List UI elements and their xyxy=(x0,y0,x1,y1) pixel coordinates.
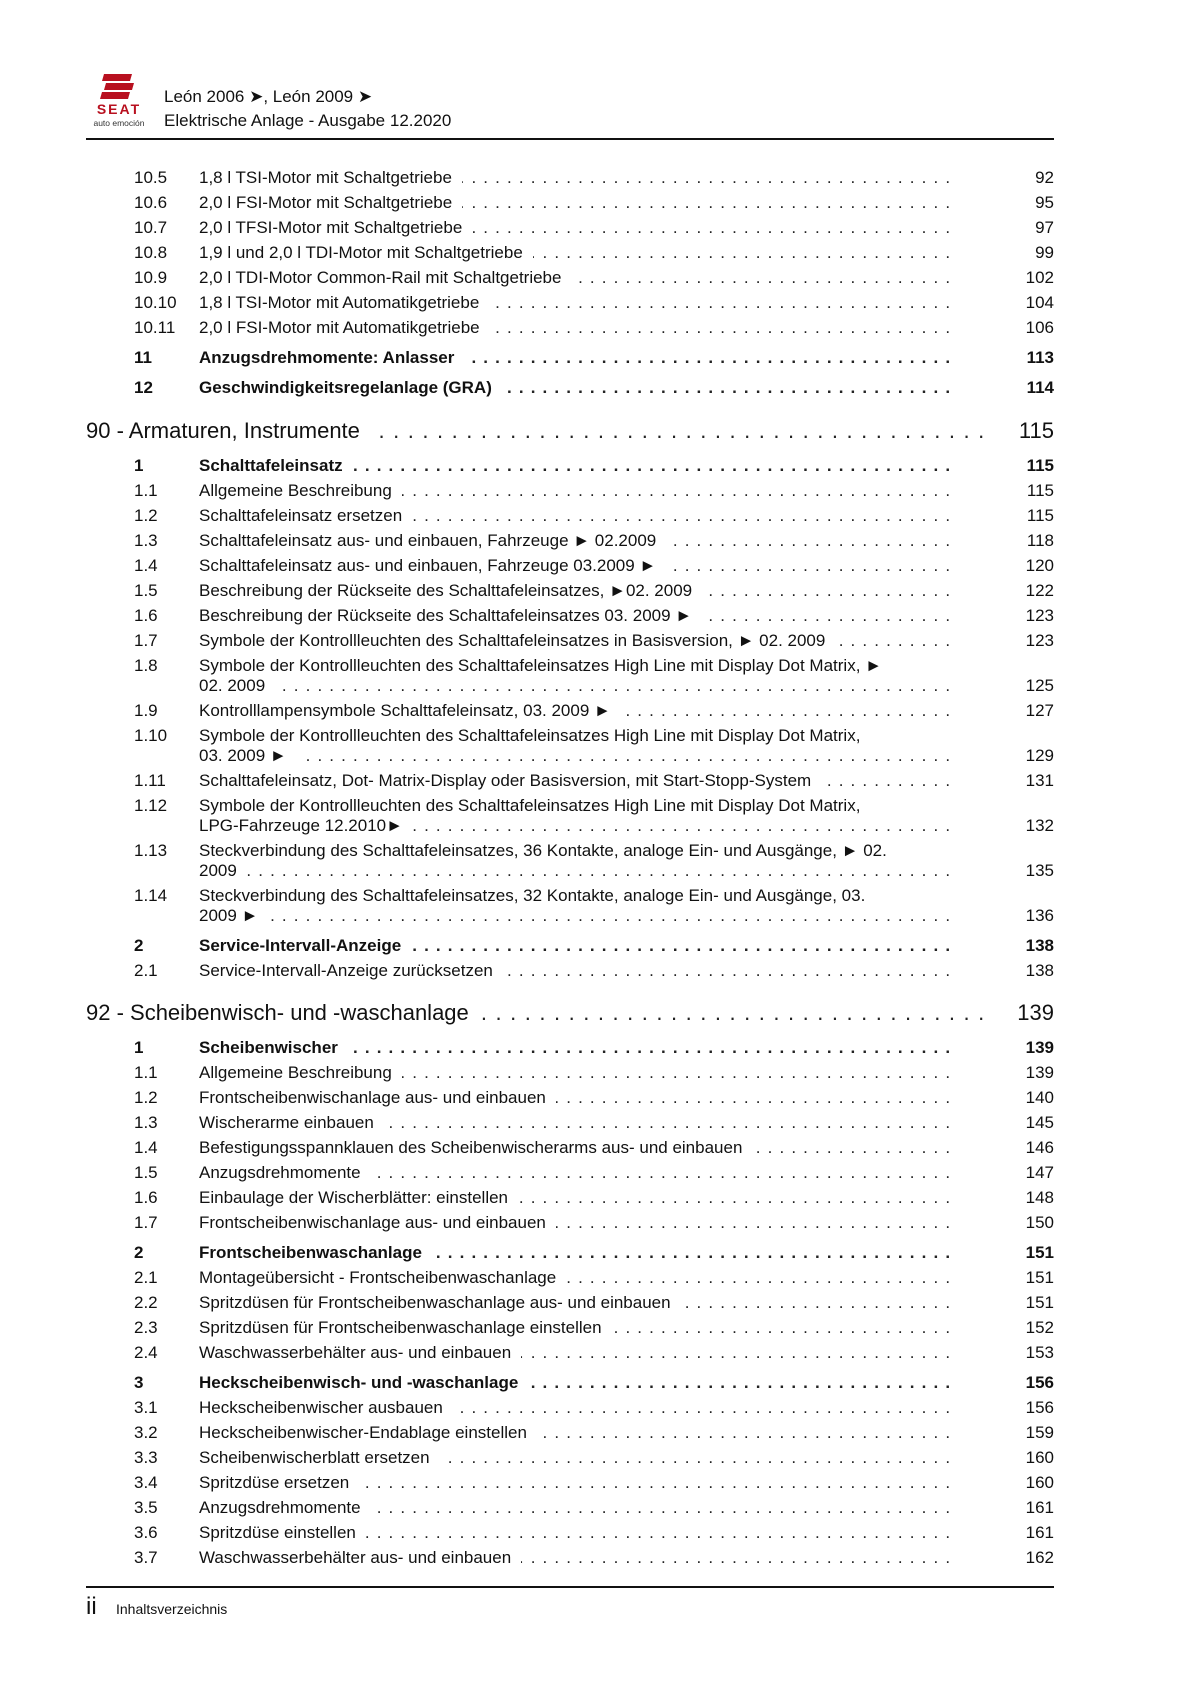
entry-page: 123 xyxy=(1025,606,1054,625)
entry-title: Waschwasserbehälter aus- und einbauen xyxy=(199,1343,521,1362)
entry-title: Heckscheibenwischer-Endablage einstellen xyxy=(199,1423,537,1442)
entry-number: 1.6 xyxy=(134,1188,158,1207)
entry-page: 138 xyxy=(1025,961,1054,980)
chapter-title: 90 - Armaturen, Instrumente xyxy=(86,418,370,443)
seat-logo-icon xyxy=(100,72,136,102)
entry-title: Scheibenwischer xyxy=(199,1038,348,1057)
entry-number: 10.5 xyxy=(134,168,168,187)
entry-title: Schalttafeleinsatz ersetzen xyxy=(199,506,412,525)
entry-number: 10.8 xyxy=(134,243,168,262)
entry-title: Schalttafeleinsatz xyxy=(199,456,353,475)
entry-page: 156 xyxy=(1025,1398,1054,1417)
entry-title: 2,0 l TDI-Motor Common-Rail mit Schaltgetriebe xyxy=(199,268,571,287)
entry-title: Schalttafeleinsatz aus- und einbauen, Fahrzeuge ► 02.2009 xyxy=(199,531,666,550)
entry-number: 2.1 xyxy=(134,961,158,980)
entry-page: 104 xyxy=(1025,293,1054,312)
seat-logo xyxy=(86,72,152,128)
entry-title-line2: 03. 2009 ► xyxy=(199,746,297,765)
entry-page: 115 xyxy=(1026,481,1054,500)
entry-page: 151 xyxy=(1025,1293,1054,1312)
entry-number: 2.1 xyxy=(134,1268,158,1287)
entry-number: 3.3 xyxy=(134,1448,158,1467)
entry-page: 113 xyxy=(1026,348,1054,367)
entry-title: Anzugsdrehmomente xyxy=(199,1163,371,1182)
entry-page: 161 xyxy=(1025,1498,1054,1517)
entry-title: Spritzdüse ersetzen xyxy=(199,1473,359,1492)
chapter-page: 139 xyxy=(1017,1000,1054,1025)
entry-title: 2,0 l FSI-Motor mit Automatikgetriebe xyxy=(199,318,490,337)
entry-title: Frontscheibenwischanlage aus- und einbauen xyxy=(199,1213,556,1232)
chapter-page: 115 xyxy=(1018,418,1054,443)
entry-number: 10.9 xyxy=(134,268,168,287)
entry-page: 138 xyxy=(1025,936,1054,955)
entry-page: 147 xyxy=(1025,1163,1054,1182)
entry-title: Scheibenwischerblatt ersetzen xyxy=(199,1448,440,1467)
entry-page: 97 xyxy=(1035,218,1054,237)
entry-page: 152 xyxy=(1025,1318,1054,1337)
entry-number: 1.4 xyxy=(134,556,158,575)
entry-title: Montageübersicht - Frontscheibenwaschanlage xyxy=(199,1268,566,1287)
entry-title-line1: Symbole der Kontrollleuchten des Schalttafeleinsatzes High Line mit Display Dot Matrix, ► xyxy=(199,656,949,676)
entry-page: 115 xyxy=(1026,506,1054,525)
entry-number: 1.9 xyxy=(134,701,158,720)
entry-number: 1.1 xyxy=(134,1063,158,1082)
entry-title: 2,0 l FSI-Motor mit Schaltgetriebe xyxy=(199,193,462,212)
entry-title: 1,8 l TSI-Motor mit Automatikgetriebe xyxy=(199,293,489,312)
entry-title: 2,0 l TFSI-Motor mit Schaltgetriebe xyxy=(199,218,472,237)
chapter-title: 92 - Scheibenwisch- und -waschanlage xyxy=(86,1000,479,1025)
entry-number: 12 xyxy=(134,378,153,397)
entry-title-line1: Steckverbindung des Schalttafeleinsatzes, 32 Kontakte, analoge Ein- und Ausgänge, 03. xyxy=(199,886,949,906)
entry-title: Allgemeine Beschreibung xyxy=(199,1063,402,1082)
document-title: León 2006 ➤, León 2009 ➤ xyxy=(164,87,373,106)
entry-number: 1.14 xyxy=(134,886,168,905)
entry-title-line1: Steckverbindung des Schalttafeleinsatzes, 36 Kontakte, analoge Ein- und Ausgänge, ► 02. xyxy=(199,841,949,861)
entry-number: 10.6 xyxy=(134,193,168,212)
entry-number: 3.4 xyxy=(134,1473,158,1492)
brand-name: SEAT xyxy=(96,101,142,117)
entry-title: Anzugsdrehmomente: Anlasser xyxy=(199,348,464,367)
entry-title: Heckscheibenwischer ausbauen xyxy=(199,1398,453,1417)
entry-title: Heckscheibenwisch- und -waschanlage xyxy=(199,1373,528,1392)
header-divider xyxy=(86,138,1054,140)
entry-number: 1.7 xyxy=(134,631,158,650)
entry-page: 151 xyxy=(1025,1243,1054,1262)
entry-title: Schalttafeleinsatz, Dot- Matrix-Display oder Basisversion, mit Start-Stopp-System xyxy=(199,771,821,790)
entry-number: 3.7 xyxy=(134,1548,158,1567)
entry-number: 1.3 xyxy=(134,531,158,550)
entry-title: Befestigungsspannklauen des Scheibenwischerarms aus- und einbauen xyxy=(199,1138,752,1157)
entry-title: Geschwindigkeitsregelanlage (GRA) xyxy=(199,378,502,397)
entry-number: 1.2 xyxy=(134,506,158,525)
entry-page: 122 xyxy=(1025,581,1054,600)
entry-page: 120 xyxy=(1025,556,1054,575)
entry-title: Einbaulage der Wischerblätter: einstellen xyxy=(199,1188,518,1207)
entry-number: 10.10 xyxy=(134,293,177,312)
entry-number: 1.12 xyxy=(134,796,168,815)
entry-page: 160 xyxy=(1025,1448,1054,1467)
entry-number: 3.2 xyxy=(134,1423,158,1442)
entry-number: 1.1 xyxy=(134,481,158,500)
entry-page: 125 xyxy=(1025,676,1054,695)
entry-page: 145 xyxy=(1025,1113,1054,1132)
entry-page: 139 xyxy=(1025,1063,1054,1082)
entry-title: Spritzdüsen für Frontscheibenwaschanlage aus- und einbauen xyxy=(199,1293,681,1312)
entry-title: Symbole der Kontrollleuchten des Schalttafeleinsatzes in Basisversion, ► 02. 2009 xyxy=(199,631,835,650)
entry-title: Beschreibung der Rückseite des Schalttafeleinsatzes 03. 2009 ► xyxy=(199,606,702,625)
page-header xyxy=(86,62,1138,138)
footer-divider xyxy=(86,1586,1054,1588)
entry-number: 1.11 xyxy=(134,771,166,790)
entry-number: 2.3 xyxy=(134,1318,158,1337)
entry-number: 1.6 xyxy=(134,606,158,625)
entry-title-line2: 02. 2009 xyxy=(199,676,275,695)
entry-page: 161 xyxy=(1025,1523,1054,1542)
entry-number: 2 xyxy=(134,936,144,955)
entry-title-line2: LPG-Fahrzeuge 12.2010► xyxy=(199,816,413,835)
entry-number: 1.4 xyxy=(134,1138,158,1157)
entry-page: 99 xyxy=(1035,243,1054,262)
entry-page: 102 xyxy=(1025,268,1054,287)
entry-number: 2.2 xyxy=(134,1293,158,1312)
footer-page-number: ii xyxy=(86,1593,97,1620)
entry-page: 135 xyxy=(1025,861,1054,880)
entry-number: 11 xyxy=(134,348,152,367)
entry-page: 129 xyxy=(1025,746,1054,765)
entry-title: Wischerarme einbauen xyxy=(199,1113,384,1132)
entry-number: 1.8 xyxy=(134,656,158,675)
entry-title: Allgemeine Beschreibung xyxy=(199,481,402,500)
entry-page: 123 xyxy=(1025,631,1054,650)
entry-number: 1 xyxy=(134,456,144,475)
entry-page: 153 xyxy=(1025,1343,1054,1362)
entry-number: 1.7 xyxy=(134,1213,158,1232)
entry-title: Anzugsdrehmomente xyxy=(199,1498,371,1517)
entry-title: Service-Intervall-Anzeige zurücksetzen xyxy=(199,961,503,980)
entry-number: 1.3 xyxy=(134,1113,158,1132)
entry-page: 148 xyxy=(1025,1188,1054,1207)
entry-number: 3.6 xyxy=(134,1523,158,1542)
entry-page: 132 xyxy=(1025,816,1054,835)
entry-page: 95 xyxy=(1035,193,1054,212)
entry-title: Spritzdüsen für Frontscheibenwaschanlage einstellen xyxy=(199,1318,612,1337)
entry-page: 115 xyxy=(1026,456,1054,475)
entry-number: 10.11 xyxy=(134,318,176,337)
entry-page: 92 xyxy=(1035,168,1054,187)
entry-page: 136 xyxy=(1025,906,1054,925)
entry-title: 1,9 l und 2,0 l TDI-Motor mit Schaltgetriebe xyxy=(199,243,533,262)
entry-page: 162 xyxy=(1025,1548,1054,1567)
entry-number: 10.7 xyxy=(134,218,168,237)
entry-title: Beschreibung der Rückseite des Schalttafeleinsatzes, ►02. 2009 xyxy=(199,581,702,600)
entry-number: 1.5 xyxy=(134,581,158,600)
entry-page: 127 xyxy=(1025,701,1054,720)
entry-title: Spritzdüse einstellen xyxy=(199,1523,366,1542)
footer-label: Inhaltsverzeichnis xyxy=(116,1601,228,1617)
entry-page: 131 xyxy=(1025,771,1054,790)
entry-number: 3.1 xyxy=(134,1398,158,1417)
entry-title: Frontscheibenwaschanlage xyxy=(199,1243,432,1262)
entry-number: 3.5 xyxy=(134,1498,158,1517)
entry-title: Service-Intervall-Anzeige xyxy=(199,936,411,955)
entry-page: 106 xyxy=(1025,318,1054,337)
entry-page: 114 xyxy=(1026,378,1054,397)
entry-title: 1,8 l TSI-Motor mit Schaltgetriebe xyxy=(199,168,462,187)
entry-page: 156 xyxy=(1025,1373,1054,1392)
entry-number: 2.4 xyxy=(134,1343,158,1362)
entry-page: 139 xyxy=(1025,1038,1054,1057)
entry-page: 140 xyxy=(1025,1088,1054,1107)
entry-number: 1.13 xyxy=(134,841,168,860)
entry-title: Kontrolllampensymbole Schalttafeleinsatz, 03. 2009 ► xyxy=(199,701,621,720)
document-subtitle: Elektrische Anlage - Ausgabe 12.2020 xyxy=(164,111,452,130)
entry-title-line2: 2009 xyxy=(199,861,247,880)
entry-title: Schalttafeleinsatz aus- und einbauen, Fahrzeuge 03.2009 ► xyxy=(199,556,666,575)
entry-number: 1 xyxy=(134,1038,144,1057)
entry-number: 2 xyxy=(134,1243,144,1262)
entry-title-line2: 2009 ► xyxy=(199,906,268,925)
entry-number: 1.5 xyxy=(134,1163,158,1182)
entry-number: 1.10 xyxy=(134,726,168,745)
entry-page: 160 xyxy=(1025,1473,1054,1492)
entry-page: 151 xyxy=(1025,1268,1054,1287)
entry-title: Frontscheibenwischanlage aus- und einbauen xyxy=(199,1088,556,1107)
entry-number: 1.2 xyxy=(134,1088,158,1107)
entry-page: 146 xyxy=(1025,1138,1054,1157)
entry-title: Waschwasserbehälter aus- und einbauen xyxy=(199,1548,521,1567)
entry-page: 150 xyxy=(1025,1213,1054,1232)
entry-title-line1: Symbole der Kontrollleuchten des Schalttafeleinsatzes High Line mit Display Dot Matrix, xyxy=(199,726,949,746)
entry-title-line1: Symbole der Kontrollleuchten des Schalttafeleinsatzes High Line mit Display Dot Matrix, xyxy=(199,796,949,816)
entry-page: 118 xyxy=(1026,531,1054,550)
entry-number: 3 xyxy=(134,1373,144,1392)
brand-tagline: auto emoción xyxy=(93,118,145,128)
entry-page: 159 xyxy=(1025,1423,1054,1442)
